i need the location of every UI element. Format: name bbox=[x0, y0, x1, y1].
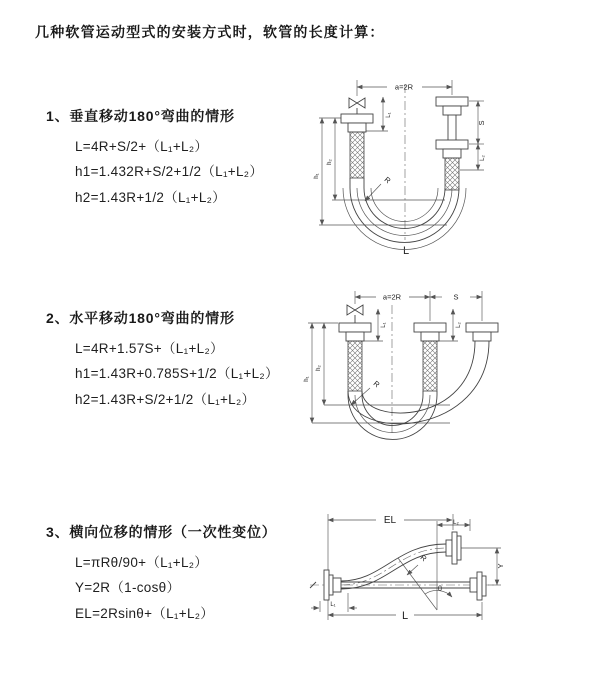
d2-dimensions bbox=[304, 291, 482, 433]
d1-label-l: L bbox=[402, 245, 410, 257]
diagram-horizontal-180-bend bbox=[290, 283, 580, 458]
section-1-heading: 1、垂直移动180°弯曲的情形 bbox=[46, 108, 235, 124]
d2-label-r: R bbox=[371, 378, 382, 390]
formula-h1: h1=1.43R+0.785S+1/2（L₁+L₂） bbox=[75, 366, 279, 382]
section-3-heading: 3、横向位移的情形（一次性变位） bbox=[46, 524, 277, 540]
d3-dim-label-l2: L₂ bbox=[453, 520, 459, 526]
formula-length: L=4R+S/2+（L₁+L₂） bbox=[75, 139, 209, 154]
formula-length: L=4R+1.57S+（L₁+L₂） bbox=[75, 341, 224, 356]
d3-label-r: R bbox=[418, 552, 429, 564]
formula-h1: h1=1.432R+S/2+1/2（L₁+L₂） bbox=[75, 164, 264, 180]
d2-dim-label-h2: h₂ bbox=[316, 365, 322, 371]
d3-dim-label-el: EL bbox=[383, 515, 397, 526]
formula-h2: h2=1.43R+1/2（L₁+L₂） bbox=[75, 189, 226, 205]
d3-hose-drawing bbox=[310, 532, 495, 600]
d2-dim-label-s: S bbox=[453, 292, 459, 302]
d1-dim-label-s: S bbox=[477, 120, 486, 126]
d1-dim-label-l1: L₁ bbox=[386, 112, 392, 118]
braided-hose-left bbox=[350, 132, 364, 178]
hose-displaced-bottom bbox=[341, 552, 446, 589]
page-title: 几种软管运动型式的安装方式时，软管的长度计算： bbox=[35, 24, 385, 40]
middle-flange bbox=[414, 323, 446, 332]
d3-dimensions bbox=[311, 514, 505, 622]
d1-dim-label-l2: L₂ bbox=[480, 155, 486, 161]
d3-dim-label-y: Y bbox=[496, 563, 505, 569]
valve-icon bbox=[349, 98, 365, 108]
diagram-lateral-displacement bbox=[300, 498, 580, 653]
lower-right-flange-hub bbox=[470, 578, 477, 592]
d2-dim-label-l1: L₁ bbox=[381, 322, 387, 328]
section-vertical-180 bbox=[46, 106, 321, 210]
upper-right-flange-hub bbox=[446, 540, 452, 556]
braided-hose-left bbox=[348, 341, 362, 391]
section-2-heading: 2、水平移动180°弯曲的情形 bbox=[46, 310, 235, 326]
right-lower-flange bbox=[436, 140, 468, 149]
braided-hose-right bbox=[445, 158, 459, 190]
d2-dim-label-a2r: a=2R bbox=[382, 292, 402, 302]
section-horizontal-180 bbox=[46, 308, 321, 412]
formula-y: Y=2R（1-cosθ） bbox=[75, 580, 181, 596]
valve-icon bbox=[347, 305, 363, 315]
d1-hose-drawing bbox=[341, 97, 468, 250]
formula-h2: h2=1.43R+S/2+1/2（L₁+L₂） bbox=[75, 391, 256, 407]
d3-dim-label-l: L bbox=[401, 610, 409, 622]
left-flange bbox=[324, 570, 329, 600]
formula-el: EL=2Rsinθ+（L₁+L₂） bbox=[75, 605, 215, 621]
formula-length: L=πRθ/90+（L₁+L₂） bbox=[75, 555, 209, 570]
d1-label-r: R bbox=[382, 174, 393, 186]
d1-dim-label-h2: h₂ bbox=[327, 159, 333, 165]
right-flange-moved bbox=[466, 323, 498, 332]
lower-right-flange bbox=[477, 572, 482, 600]
d3-dim-label-l1: L₁ bbox=[330, 602, 336, 608]
left-flange bbox=[341, 114, 373, 123]
d3-label-theta: θ bbox=[437, 584, 443, 593]
d1-dim-label-h1: h₁ bbox=[314, 173, 320, 179]
diagram-vertical-180-bend bbox=[295, 70, 575, 265]
d1-dim-label-a2r: a=2R bbox=[394, 82, 414, 92]
left-flange bbox=[339, 323, 371, 332]
upper-right-flange bbox=[452, 532, 457, 564]
braided-hose-middle bbox=[423, 341, 437, 391]
right-upper-flange bbox=[436, 97, 468, 106]
section-lateral-displacement bbox=[46, 522, 321, 626]
d2-hose-drawing bbox=[339, 305, 498, 439]
d2-dim-label-l2: L₂ bbox=[456, 322, 462, 328]
d2-dim-label-h1: h₁ bbox=[304, 376, 310, 382]
